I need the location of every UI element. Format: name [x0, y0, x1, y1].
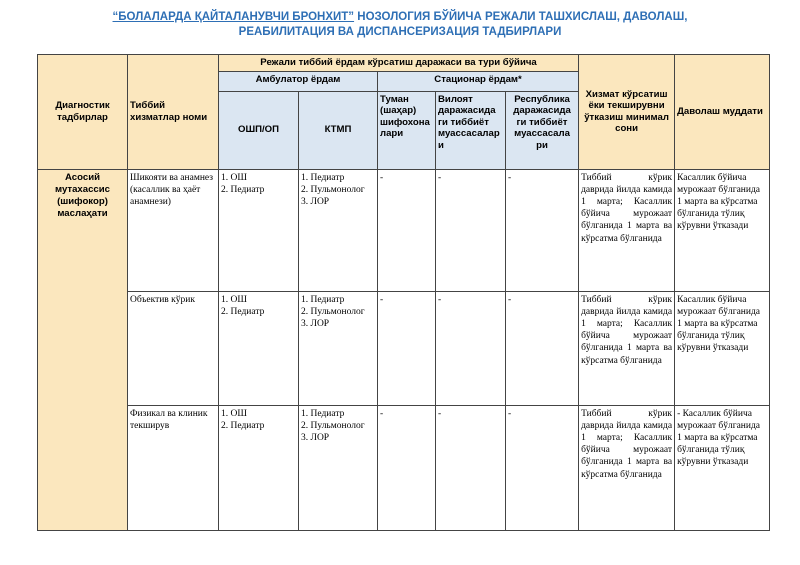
row-2-regional: -: [436, 291, 506, 405]
row-3-service: Физикал ва клиник текширув: [128, 405, 219, 530]
row-3-oshp: [219, 405, 299, 530]
row-3-duration: - Касаллик бўйича мурожаат бўлганида 1 марта ва кўрсатма бўлганида тўлиқ кўрувни ўтказади: [675, 405, 770, 530]
title-line-1: [0, 10, 800, 25]
row-3-oshp-item-1: 1. ОШ: [221, 408, 247, 419]
row-3-ktmp-item-1: 1. Педиатр: [301, 408, 345, 419]
row-3-ktmp-item-2: 2. Пульмонолог: [301, 420, 365, 431]
row-1-ktmp: [299, 169, 378, 291]
row-1-oshp-item-1: 1. ОШ: [221, 172, 247, 183]
row-3-min-count: Тиббий кўрик даврида йилда камида 1 марта; Касаллик бўйича мурожаат бўлганида 1 марта ва кўрсатма бўлганида: [579, 405, 675, 530]
header-diagnostic: Диагностик тадбирлар: [38, 55, 128, 170]
row-3-district: -: [378, 405, 436, 530]
row-1-regional: -: [436, 169, 506, 291]
row-1-republic: -: [506, 169, 579, 291]
row-2-min-count: Тиббий кўрик даврида йилда камида 1 марта; Касаллик бўйича мурожаат бўлганида 1 марта ва кўрсатма бўлганида: [579, 291, 675, 405]
row-3-oshp-item-2: 2. Педиатр: [221, 420, 265, 431]
row-1-district: -: [378, 169, 436, 291]
row-1-ktmp-item-2: 2. Пульмонолог: [301, 184, 365, 195]
header-service: Тиббий хизматлар номи: [128, 55, 219, 170]
document-title: [0, 10, 800, 40]
row-1-min-count: Тиббий кўрик даврида йилда камида 1 марта; Касаллик бўйича мурожаат бўлганида 1 марта ва кўрсатма бўлганида: [579, 169, 675, 291]
header-min-count: Хизмат кўрсатиш ёки текширувни ўтказиш минимал сони: [579, 55, 675, 170]
row-2-ktmp-item-1: 1. Педиатр: [301, 294, 345, 305]
row-2-duration: Касаллик бўйича мурожаат бўлганида 1 марта ва кўрсатма бўлганида тўлиқ кўрувни ўтказади: [675, 291, 770, 405]
section-main-specialist: Асосий мутахассис (шифокор) маслаҳати: [38, 169, 128, 530]
row-1-oshp-item-2: 2. Педиатр: [221, 184, 265, 195]
header-republic: Республика даражасида ги тиббиёт муассасала ри: [506, 91, 579, 169]
row-1-ktmp-item-3: 3. ЛОР: [301, 197, 330, 207]
row-1-service: Шикояти ва анамнез (касаллик ва ҳаёт анамнези): [128, 169, 219, 291]
row-3-republic: -: [506, 405, 579, 530]
header-district: Туман (шаҳар) шифохона лари: [378, 91, 436, 169]
header-duration: Даволаш муддати: [675, 55, 770, 170]
row-3-ktmp-item-3: 3. ЛОР: [301, 433, 330, 443]
header-oshp: ОШП/ОП: [219, 91, 299, 169]
row-2-ktmp: [299, 291, 378, 405]
row-2-oshp-item-2: 2. Педиатр: [221, 306, 265, 317]
row-2-republic: -: [506, 291, 579, 405]
title-line-1-rest: НОЗОЛОГИЯ БЎЙИЧА РЕЖАЛИ ТАШХИСЛАШ, ДАВОЛАШ,: [354, 11, 688, 23]
row-3-ktmp: [299, 405, 378, 530]
header-inpatient: Стационар ёрдам*: [378, 71, 579, 91]
header-outpatient: Амбулатор ёрдам: [219, 71, 378, 91]
header-ktmp: КТМП: [299, 91, 378, 169]
row-3-regional: -: [436, 405, 506, 530]
title-nosology: “БОЛАЛАРДА ҚАЙТАЛАНУВЧИ БРОНХИТ”: [112, 11, 355, 23]
row-2-oshp: [219, 291, 299, 405]
row-1-oshp: [219, 169, 299, 291]
row-2-ktmp-item-3: 3. ЛОР: [301, 319, 330, 329]
header-regional: Вилоят даражасида ги тиббиёт муассасалар и: [436, 91, 506, 169]
row-1-ktmp-item-1: 1. Педиатр: [301, 172, 345, 183]
row-2-ktmp-item-2: 2. Пульмонолог: [301, 306, 365, 317]
row-2-service: Объектив кўрик: [128, 291, 219, 405]
title-line-2: РЕАБИЛИТАЦИЯ ВА ДИСПАНСЕРИЗАЦИЯ ТАДБИРЛАРИ: [238, 26, 562, 38]
row-1-duration: Касаллик бўйича мурожаат бўлганида 1 марта ва кўрсатма бўлганида тўлиқ кўрувни ўтказади: [675, 169, 770, 291]
measures-table: [37, 54, 770, 531]
row-2-district: -: [378, 291, 436, 405]
header-planned-care: Режали тиббий ёрдам кўрсатиш даражаси ва тури бўйича: [219, 55, 579, 72]
row-2-oshp-item-1: 1. ОШ: [221, 294, 247, 305]
